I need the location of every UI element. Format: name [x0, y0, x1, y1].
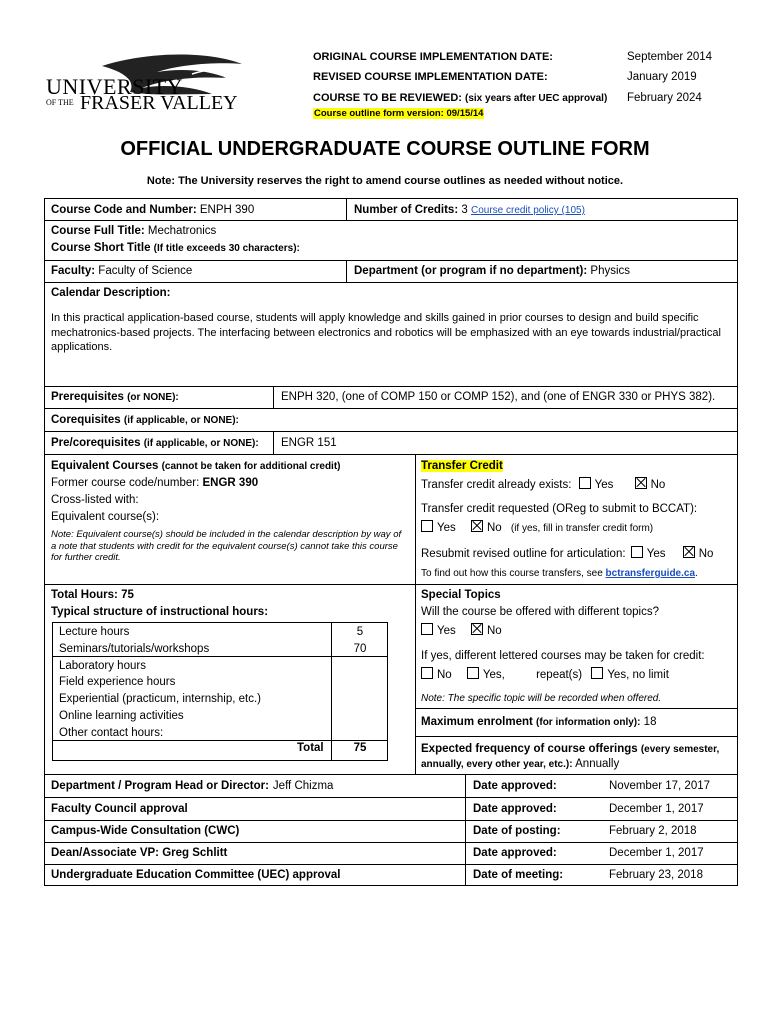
col-divider: [273, 386, 274, 408]
divider: [44, 797, 738, 798]
divider: [52, 656, 388, 657]
rev-date-value: January 2019: [627, 71, 697, 83]
divider: [44, 820, 738, 821]
credits-value: 3: [461, 204, 468, 216]
transfer-exists-no-checkbox[interactable]: [635, 477, 647, 489]
coreq-note: (if applicable, or NONE):: [123, 415, 239, 426]
full-title-field: [51, 225, 216, 237]
hours-row-label: Lecture hours: [59, 626, 130, 638]
special-topics-question: Will the course be offered with different topics?: [421, 606, 660, 618]
col-divider: [346, 198, 347, 220]
approval-label-field: [51, 825, 239, 837]
approval-date-label: Date approved:: [473, 780, 557, 792]
hours-row-value: 70: [353, 642, 367, 655]
divider: [44, 386, 738, 387]
option-no-label: No: [437, 669, 452, 681]
bctransferguide-link[interactable]: bctransferguide.ca: [605, 568, 696, 579]
calendar-description: In this practical application-based course, students will apply knowledge and skills gained in prior courses to design and build specific mechatronics-based projects. The interfacing between electronics and robotics will be emphasized with an eye towards industrial/practical applications.: [51, 312, 721, 353]
faculty-value: Faculty of Science: [98, 265, 193, 277]
coreq-field: [51, 414, 239, 426]
total-hours-value: 75: [121, 589, 134, 601]
coreq-label: Corequisites: [51, 414, 121, 426]
full-title-label: Course Full Title:: [51, 225, 145, 237]
course-code-value: ENPH 390: [199, 204, 255, 216]
former-course-label: Former course code/number:: [51, 477, 200, 489]
approval-date-value: November 17, 2017: [609, 780, 711, 792]
hours-structure-label: Typical structure of instructional hours:: [51, 606, 269, 618]
yes-label: Yes: [594, 479, 614, 491]
equivalent-courses-label: Equivalent course(s):: [51, 511, 160, 523]
option-nolimit-label: Yes, no limit: [607, 669, 669, 681]
divider: [44, 282, 738, 283]
equivalent-note: Note: Equivalent course(s) should be included in the calendar description by way of a note that students with credit for the equivalent course(s) cannot take this course for further credit.: [51, 529, 402, 563]
hours-row-label: Laboratory hours: [59, 659, 146, 672]
frequency-value: Annually: [575, 758, 620, 770]
hours-row-label: Seminars/tutorials/workshops: [59, 642, 210, 655]
approval-date-label: Date of meeting:: [473, 869, 564, 881]
hours-total-value: 75: [353, 742, 367, 754]
calendar-label: Calendar Description:: [51, 287, 171, 299]
transfer-guide-end: .: [695, 568, 698, 579]
special-topics-note: Note: The specific topic will be recorded when offered.: [421, 693, 662, 704]
transfer-requested-label: Transfer credit requested (OReg to submit to BCCAT):: [421, 503, 698, 515]
lettered-nolimit-checkbox[interactable]: [591, 667, 603, 679]
yes-label: Yes: [437, 522, 456, 534]
special-topics-answer-row: [421, 623, 502, 637]
transfer-requested-row: [421, 520, 653, 534]
approval-date-label: Date of posting:: [473, 825, 561, 837]
yes-label: Yes: [437, 625, 456, 637]
precoreq-field: [51, 437, 259, 449]
hours-row-label: Field experience hours: [59, 676, 176, 689]
approval-label: Department / Program Head or Director:: [51, 780, 269, 792]
special-topics-no-checkbox[interactable]: [471, 623, 483, 635]
divider: [44, 454, 738, 455]
transfer-heading: Transfer Credit: [421, 460, 503, 472]
col-divider: [465, 774, 466, 886]
resubmit-row: [421, 546, 713, 560]
max-enrolment-value: 18: [643, 716, 657, 728]
frequency-note: (every semester, annually, every other year, etc.):: [421, 744, 720, 770]
divider: [44, 408, 738, 409]
no-label: No: [486, 522, 502, 534]
divider: [44, 774, 738, 775]
no-label: No: [698, 548, 714, 560]
faculty-label: Faculty:: [51, 265, 96, 277]
lettered-yes-checkbox[interactable]: [467, 667, 479, 679]
form-version: Course outline form version: 09/15/14: [314, 108, 484, 119]
total-hours-field: [51, 589, 134, 601]
department-label: Department (or program if no department):: [354, 265, 588, 277]
transfer-exists-label: Transfer credit already exists:: [421, 479, 572, 491]
credits-label: Number of Credits:: [354, 204, 459, 216]
course-code-label: Course Code and Number:: [51, 204, 197, 216]
approval-date-value: December 1, 2017: [609, 803, 704, 815]
max-enrolment-field: [421, 716, 656, 728]
approval-date-label: Date approved:: [473, 847, 557, 859]
course-code-field: [51, 204, 254, 216]
short-title-field: [51, 242, 300, 254]
approval-label: Faculty Council approval: [51, 803, 188, 815]
approval-label-field: [51, 803, 188, 815]
divider: [52, 740, 388, 741]
resubmit-label: Resubmit revised outline for articulation:: [421, 548, 626, 560]
rev-date-label: REVISED COURSE IMPLEMENTATION DATE:: [313, 71, 548, 83]
option-yes-label: Yes,: [482, 669, 505, 681]
approval-name: Jeff Chizma: [272, 780, 334, 792]
prereq-field: [51, 391, 179, 403]
hours-total-label: Total: [297, 742, 324, 754]
divider: [415, 708, 738, 709]
resubmit-yes-checkbox[interactable]: [631, 546, 643, 558]
special-topics-heading: Special Topics: [421, 589, 501, 601]
faculty-field: [51, 265, 192, 277]
credit-policy-link[interactable]: Course credit policy (105): [470, 205, 585, 216]
frequency-label: Expected frequency of course offerings: [421, 743, 638, 755]
short-title-note: (If title exceeds 30 characters):: [153, 243, 300, 254]
transfer-guide-text: To find out how this course transfers, see: [421, 568, 603, 579]
hours-row-label: Online learning activities: [59, 710, 184, 722]
approval-label-field: [51, 869, 340, 881]
prereq-label: Prerequisites: [51, 391, 124, 403]
approval-date-value: February 2, 2018: [609, 825, 697, 837]
lettered-no-checkbox[interactable]: [421, 667, 433, 679]
transfer-exists-yes-checkbox[interactable]: [579, 477, 591, 489]
former-course-field: [51, 477, 258, 489]
precoreq-note: (if applicable, or NONE):: [143, 438, 259, 449]
logo-university: UNIVERSITY: [46, 74, 183, 99]
divider: [44, 584, 738, 585]
precoreq-label: Pre/corequisites: [51, 437, 141, 449]
review-date-value: February 2024: [627, 92, 702, 104]
full-title-value: Mechatronics: [147, 225, 217, 237]
hours-row-label: Other contact hours:: [59, 726, 164, 739]
hours-row-label: Experiential (practicum, internship, etc.): [59, 693, 261, 706]
equivalent-heading-note: (cannot be taken for additional credit): [161, 461, 341, 472]
max-enrolment-note: (for information only):: [536, 717, 641, 728]
divider: [44, 864, 738, 865]
divider: [44, 260, 738, 261]
ufv-logo: [42, 48, 252, 120]
approval-label: Undergraduate Education Committee (UEC) approval: [51, 869, 341, 881]
hours-row-value: 5: [356, 626, 364, 638]
transfer-guide-row: [421, 568, 698, 579]
approval-label-field: [51, 780, 333, 792]
logo-of-the: OF THE: [46, 98, 74, 107]
special-topics-yes-checkbox[interactable]: [421, 623, 433, 635]
orig-date-value: September 2014: [627, 51, 713, 63]
frequency-field: [421, 742, 731, 772]
transfer-requested-note: (if yes, fill in transfer credit form): [510, 523, 654, 534]
department-value: Physics: [590, 265, 631, 277]
lettered-question: If yes, different lettered courses may be taken for credit:: [421, 650, 705, 662]
approval-date-value: December 1, 2017: [609, 847, 704, 859]
former-course-value: ENGR 390: [202, 477, 259, 489]
no-label: No: [650, 479, 666, 491]
yes-label: Yes: [646, 548, 666, 560]
form-title: OFFICIAL UNDERGRADUATE COURSE OUTLINE FORM: [120, 138, 650, 160]
total-hours-label: Total Hours:: [51, 589, 118, 601]
equivalent-heading-label: Equivalent Courses: [51, 460, 159, 472]
col-divider: [415, 454, 416, 774]
prereq-value: ENPH 320, (one of COMP 150 or COMP 152), and (one of ENGR 330 or PHYS 382).: [281, 391, 716, 403]
transfer-requested-no-checkbox[interactable]: [471, 520, 483, 532]
divider: [44, 842, 738, 843]
credits-field: [354, 204, 585, 216]
equivalent-heading: [51, 460, 340, 472]
lettered-options-row: [421, 667, 669, 681]
logo-fraser-valley: FRASER VALLEY: [80, 92, 238, 114]
short-title-label: Course Short Title: [51, 242, 151, 254]
precoreq-value: ENGR 151: [281, 437, 337, 449]
transfer-requested-yes-checkbox[interactable]: [421, 520, 433, 532]
orig-date-label: ORIGINAL COURSE IMPLEMENTATION DATE:: [313, 51, 553, 63]
option-repeats-label: repeat(s): [536, 669, 583, 681]
divider: [44, 431, 738, 432]
approval-label: Campus-Wide Consultation (CWC): [51, 825, 240, 837]
no-label: No: [486, 625, 502, 637]
max-enrolment-label: Maximum enrolment: [421, 716, 533, 728]
col-divider: [346, 260, 347, 282]
review-label: COURSE TO BE REVIEWED:: [313, 92, 462, 104]
cross-listed-label: Cross-listed with:: [51, 494, 139, 506]
review-note: (six years after UEC approval): [465, 93, 608, 104]
col-divider: [273, 431, 274, 454]
approval-label-field: [51, 847, 227, 859]
approval-date-label: Date approved:: [473, 803, 557, 815]
prereq-note: (or NONE):: [127, 392, 179, 403]
department-field: [354, 265, 630, 277]
divider: [415, 736, 738, 737]
divider: [44, 220, 738, 221]
resubmit-no-checkbox[interactable]: [683, 546, 695, 558]
approval-date-value: February 23, 2018: [609, 869, 703, 881]
transfer-exists-row: [421, 477, 665, 491]
review-date-row: [313, 92, 607, 104]
approval-label: Dean/Associate VP: Greg Schlitt: [51, 847, 228, 859]
form-note: Note: The University reserves the right to amend course outlines as needed without notice.: [146, 175, 624, 187]
